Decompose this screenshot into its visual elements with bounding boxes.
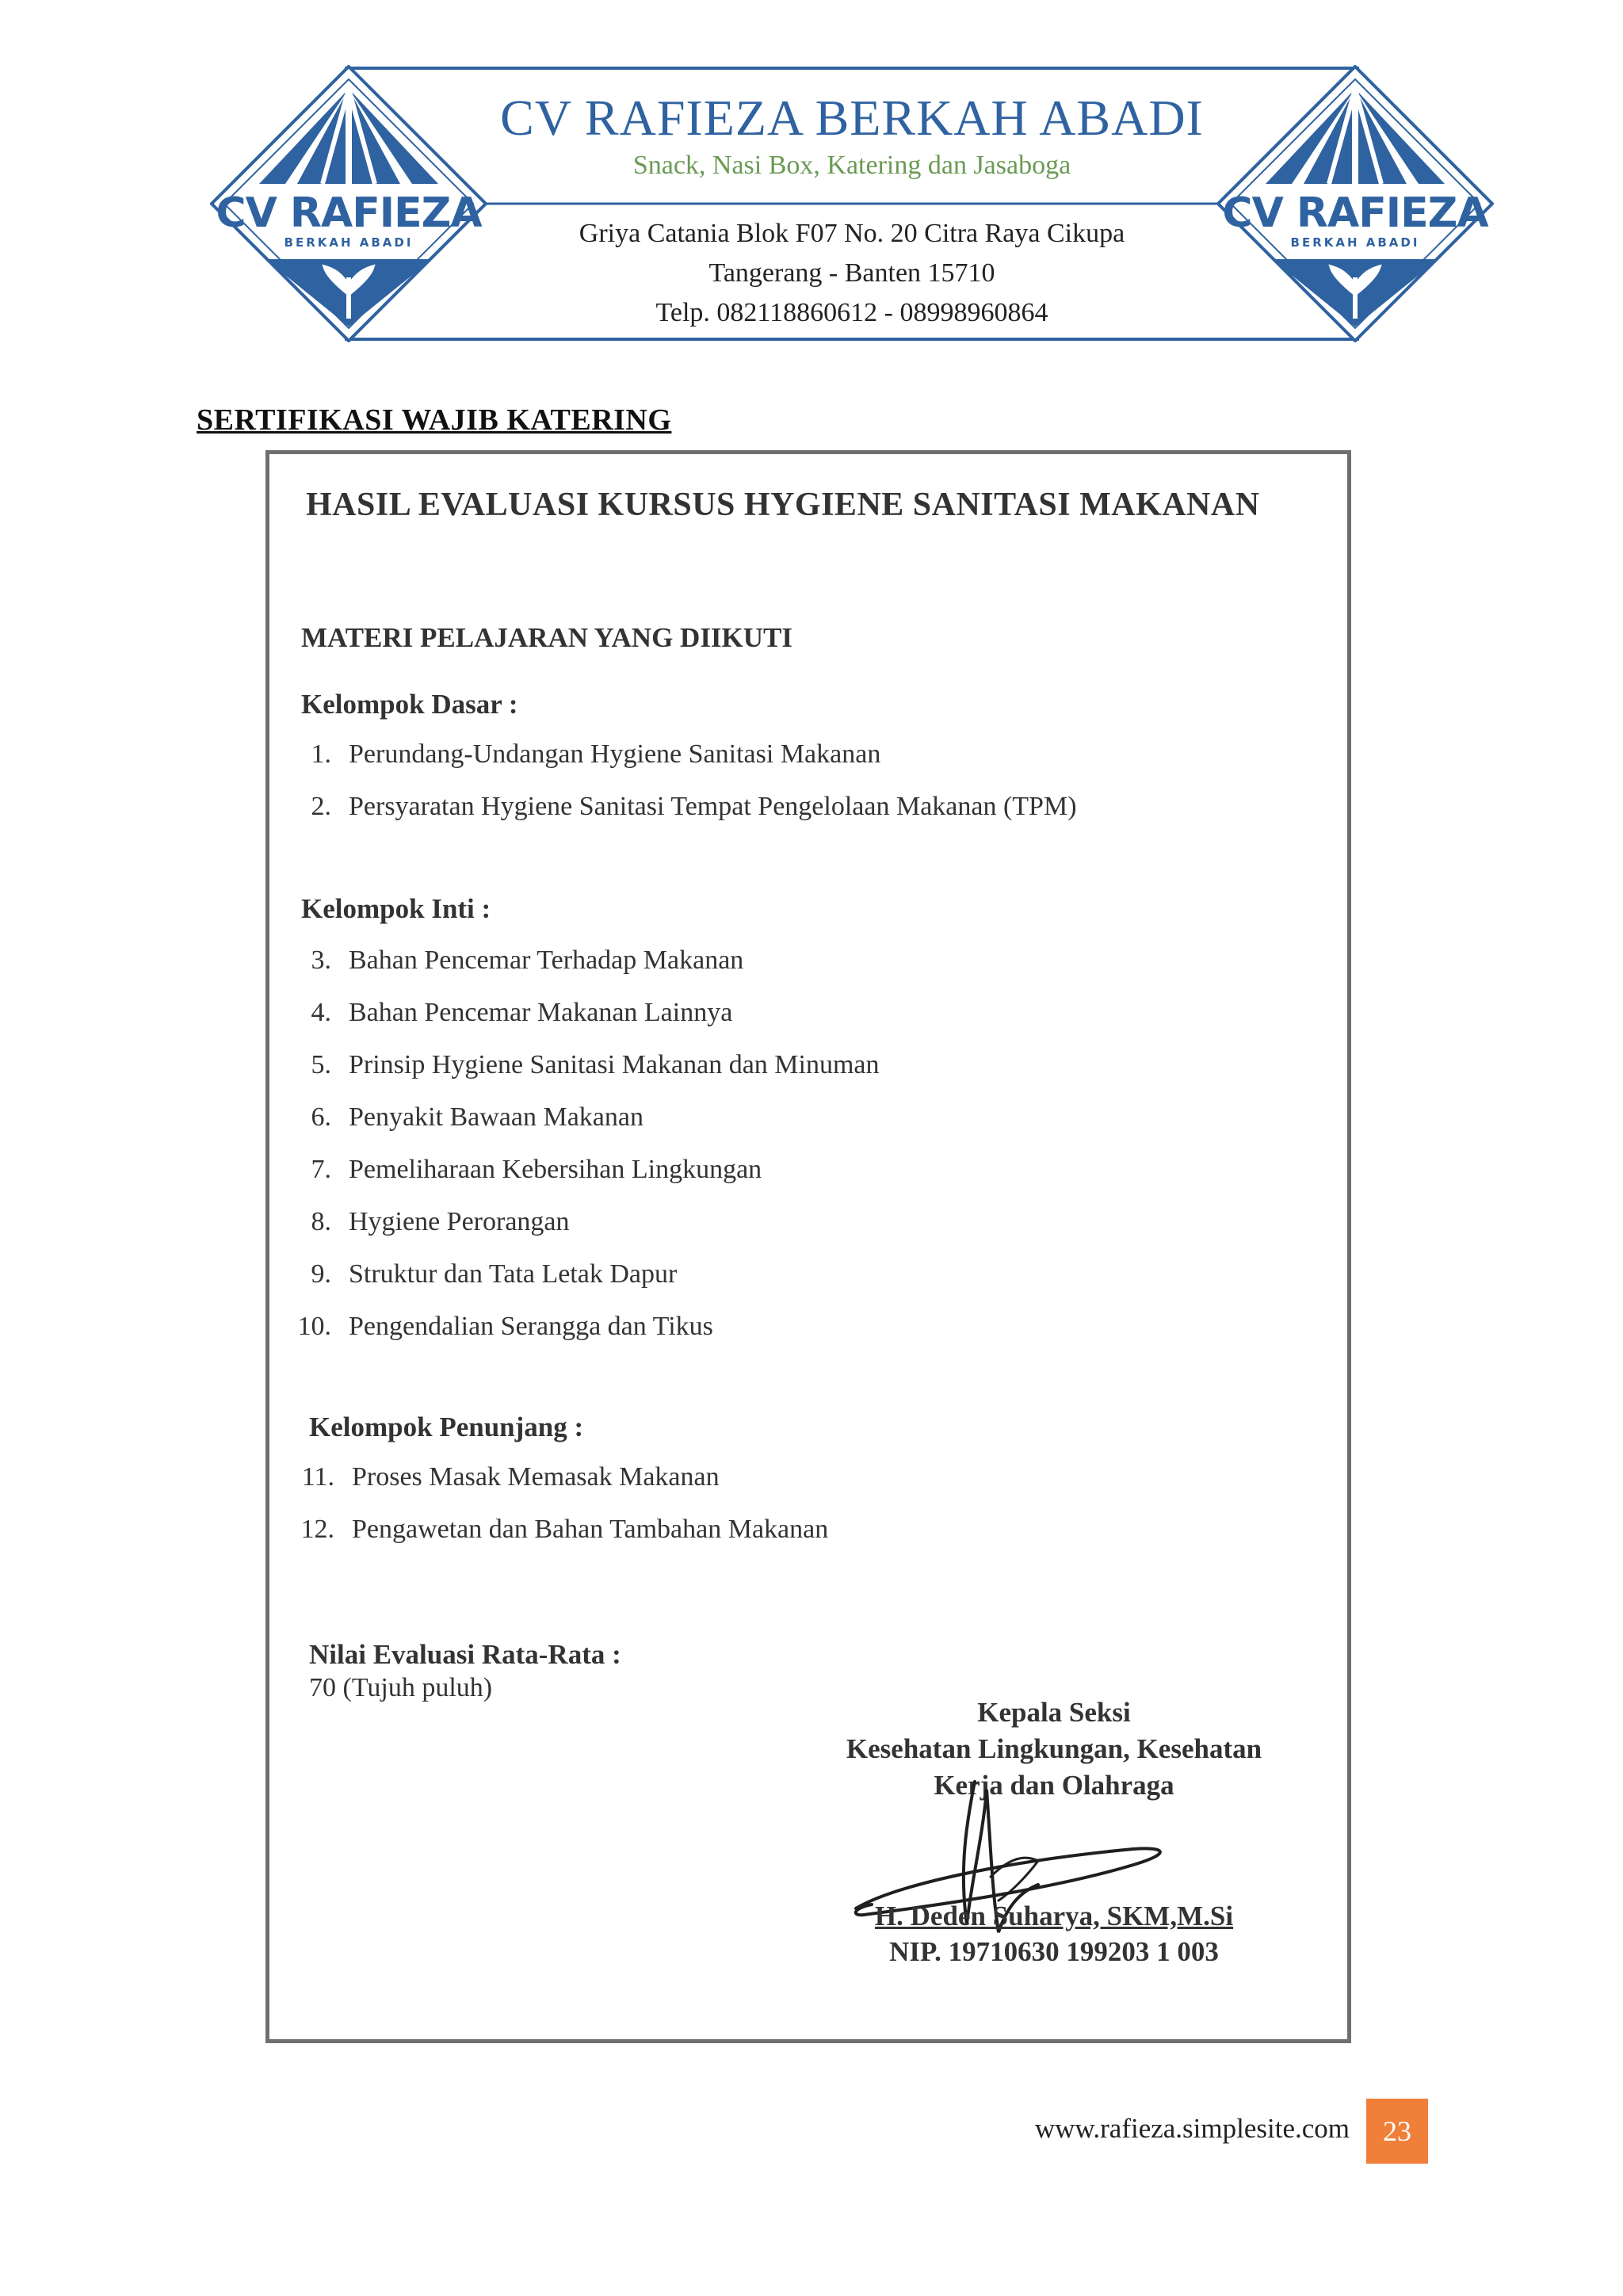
item-number: 6. [311,1102,331,1132]
item-number: 8. [311,1207,331,1236]
phone-numbers: Telp. 082118860612 - 08998960864 [655,298,1048,327]
handwritten-signature [848,1774,1181,1964]
list-item [285,1050,880,1102]
signer-nip: NIP. 19710630 199203 1 003 [889,1936,1219,1967]
item-text: Bahan Pencemar Terhadap Makanan [349,946,744,975]
item-number: 11. [301,1462,334,1492]
item-number: 3. [311,946,331,975]
item-text: Pemeliharaan Kebersihan Lingkungan [349,1155,762,1184]
list-item [285,1155,880,1207]
signer-name: H. Deden Suharya, SKM,M.Si [874,1901,1234,1931]
group-title-dasar: Kelompok Dasar : [301,689,518,720]
logo-left-subtitle: BERKAH ABADI [284,235,414,250]
list-item [285,1102,880,1155]
company-address [487,214,1216,333]
certificate-document [265,450,1351,2043]
list-item [285,792,1077,844]
list-item [285,1259,880,1312]
list-item [285,998,880,1050]
item-text: Penyakit Bawaan Makanan [349,1102,643,1132]
company-name: CV RAFIEZA BERKAH ABADI [500,90,1204,146]
item-text: Prinsip Hygiene Sanitasi Makanan dan Minuman [349,1050,880,1079]
certificate-title: HASIL EVALUASI KURSUS HYGIENE SANITASI MAKANAN [306,487,1260,523]
average-score-label: Nilai Evaluasi Rata-Rata : [309,1639,621,1670]
group-list-inti [285,946,880,1364]
item-text: Hygiene Perorangan [349,1207,570,1236]
list-item [285,739,1077,792]
item-text: Struktur dan Tata Letak Dapur [349,1259,678,1289]
list-item [285,1462,828,1515]
letterhead [210,65,1494,342]
group-title-penunjang: Kelompok Penunjang : [309,1412,584,1442]
item-number: 5. [311,1050,331,1079]
list-item [285,1312,880,1364]
signatory-position-line-1: Kepala Seksi [977,1697,1131,1728]
group-list-penunjang [285,1462,828,1567]
list-item [285,946,880,998]
certificate-subtitle: MATERI PELAJARAN YANG DIIKUTI [301,622,793,653]
item-text: Persyaratan Hygiene Sanitasi Tempat Pengelolaan Makanan (TPM) [349,792,1077,821]
item-number: 7. [311,1155,331,1184]
company-tagline: Snack, Nasi Box, Katering dan Jasaboga [632,151,1071,180]
address-line-2: Tangerang - Banten 15710 [708,258,995,288]
item-text: Proses Masak Memasak Makanan [352,1462,720,1492]
item-number: 9. [311,1259,331,1289]
footer-website-url: www.rafieza.simplesite.com [1034,2113,1350,2144]
signatory-position-line-3: Kerja dan Olahraga [934,1770,1174,1801]
item-number: 1. [311,739,331,769]
logo-right-subtitle: BERKAH ABADI [1290,235,1420,250]
item-text: Bahan Pencemar Makanan Lainnya [349,998,733,1027]
item-text: Pengawetan dan Bahan Tambahan Makanan [352,1515,829,1544]
group-list-dasar [285,739,1077,844]
section-heading: SERTIFIKASI WAJIB KATERING [197,403,672,437]
address-line-1: Griya Catania Blok F07 No. 20 Citra Raya Cikupa [579,219,1125,248]
average-score-value: 70 (Tujuh puluh) [309,1673,493,1702]
item-number: 2. [311,792,331,821]
item-text: Perundang-Undangan Hygiene Sanitasi Makanan [349,739,881,769]
logo-right-title: CV RAFIEZA [1222,189,1488,237]
logo-left-title: CV RAFIEZA [216,189,482,237]
list-item [285,1207,880,1259]
signatory-position-line-2: Kesehatan Lingkungan, Kesehatan [846,1733,1262,1764]
group-title-inti: Kelompok Inti : [301,893,491,924]
page-number-badge: 23 [1366,2099,1428,2164]
item-text: Pengendalian Serangga dan Tikus [349,1312,713,1341]
item-number: 4. [311,998,331,1027]
item-number: 12. [300,1515,334,1544]
item-number: 10. [297,1312,331,1341]
list-item [285,1515,828,1567]
